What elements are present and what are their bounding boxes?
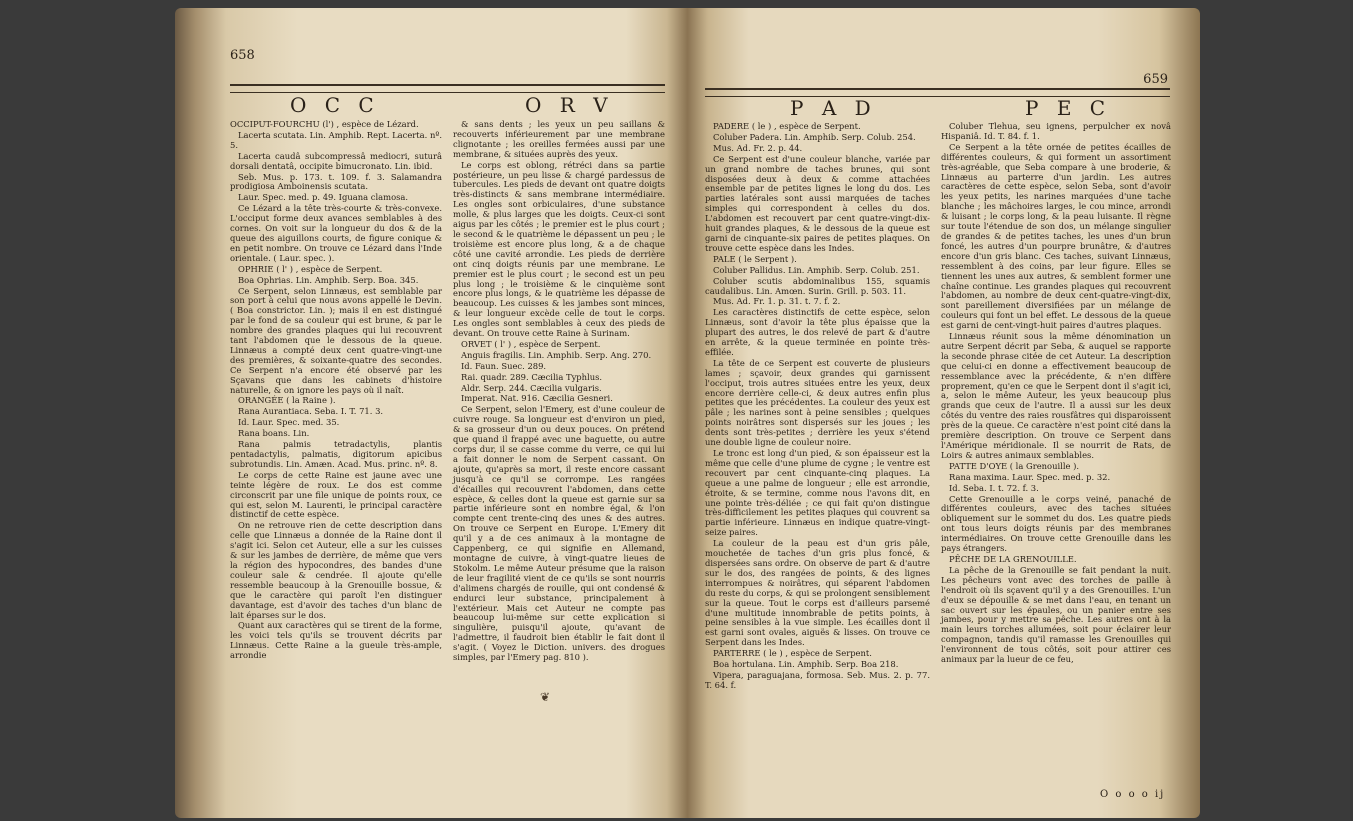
paragraph: La pêche de la Grenouille se fait pendant la nuit. Les pêcheurs vont avec des torches de paille à l'endroit où ils sçavent qu'il y a des Grenouilles. L'un d'eux se dépouille & se met dans l'eau, en tenant un sac ouvert sur les épaules, ou un panier entre ses jambes, pour y mettre sa pêche. Les autres ont à la main leurs torches allumées, soit pour éclairer leur compagnon, tandis qu'il ramasse les Grenouilles qui l'environnent de tous côtés, soit pour attirer ces animaux par la lueur de ce feu, xyxy=(941,564,1171,665)
paragraph: Lacerta caudâ subcompressâ mediocri, suturâ dorsali dentatâ, occipite bimucronato. Lin. ibid. xyxy=(230,150,442,171)
paragraph: Coluber scutis abdominalibus 155, squamis caudalibus. Lin. Amœn. Surin. Grill. p. 503. 11. xyxy=(705,275,930,296)
left-header-2: O R V xyxy=(525,93,614,117)
paragraph: Id. Seba. I. t. 72. f. 3. xyxy=(949,482,1039,493)
paragraph: Le corps est oblong, rétréci dans sa partie postérieure, un peu lisse & chargé pardessus de tubercules. Les pieds de devant ont quatre doigts très-distincts & sans membrane intermédiaire. Les ongles sont orbiculaires, d'une substance molle, & plus larges que les doigts. Ceux-ci sont aigus par les côtés ; le premier est le plus court ; le second & le quatrième le dépassent un peu ; le troisième est encore plus long, & a de chaque côté une cavité arrondie. Les pieds de derrière ont cinq doigts réunis par une membrane. Le premier est le plus court ; le second est un peu plus long ; le troisième & le cinquième sont encore plus longs, & le quatrième les dépasse de beaucoup. Les cuisses & les jambes sont minces, & leur longueur excède celle de tout le corps. Les ongles sont semblables à ceux des pieds de devant. On trouve cette Raine à Surinam. xyxy=(453,159,665,339)
paragraph: Le corps de cette Raine est jaune avec une teinte légère de roux. Le dos est comme circonscrit par une file unique de points roux, ce qui est, selon M. Laurenti, le principal caractère distinctif de cette espèce. xyxy=(230,469,442,520)
paragraph: OCCIPUT-FOURCHU (l') , espèce de Lézard. xyxy=(230,119,419,129)
right-page-number: 659 xyxy=(1143,72,1168,87)
paragraph: Ce Serpent est d'une couleur blanche, variée par un grand nombre de taches brunes, qui sont disposées deux à deux & comme attachées ensemble par de petites lignes le long du dos. Les parties latérales sont aussi marquées de taches simples qui correspondent à celles du dos. L'abdomen est recouvert par cent quatre-vingt-dix-huit grandes plaques, & le dessous de la queue est garni de cinquante-six paires de petites plaques. On trouve cette espèce dans les Indes. xyxy=(705,153,930,253)
left-column-2 xyxy=(453,120,665,664)
paragraph: La tête de ce Serpent est couverte de plusieurs lames ; sçavoir, deux grandes qui garnissent l'occiput, trois autres situées entre les yeux, deux encore derrière celle-ci, & deux autres enfin plus petites que les précédentes. La couleur des yeux est pâle ; les narines sont à peine sensibles ; quelques points noirâtres sont dispersés sur les joues ; les dents sont très-petites ; derrière les yeux s'étend une double ligne de couleur noire. xyxy=(705,357,930,448)
right-header-2: P E C xyxy=(1025,96,1112,120)
paragraph: Boa hortulana. Lin. Amphib. Serp. Boa 218. xyxy=(713,659,899,670)
paragraph: PADERE ( le ) , espèce de Serpent. xyxy=(713,121,861,131)
paragraph: Seb. Mus. p. 173. t. 109. f. 3. Salamandra prodigiosa Amboinensis scutata. xyxy=(230,171,442,192)
paragraph: Ce Serpent, selon Linnæus, est semblable par son port à celui que nous avons appellé le Devin. ( Boa constrictor. Lin. ); mais il en est distingué par le fond de sa couleur qui est brune, & par le nombre des grandes plaques qui lui recouvrent tant l'abdomen que le dessous de la queue. Linnæus a compté deux cent quatre-vingt-une des premières, & soixante-quatre des secondes. Ce Serpent n'a encore été observé par les Sçavans que dans les cabinets d'histoire naturelle, & on ignore les pays où il naît. xyxy=(230,285,442,395)
paragraph: PATTE D'OYE ( la Grenouille ). xyxy=(949,460,1080,471)
paragraph: Rana boans. Lin. xyxy=(238,428,310,439)
paragraph: On ne retrouve rien de cette description dans celle que Linnæus a donnée de la Raine dont il s'agit ici. Selon cet Auteur, elle a sur les cuisses & sur les jambes de derrière, de même que vers la région des hypocondres, des bandes d'une couleur sale & cendrée. Il ajoute qu'elle ressemble beaucoup à la Grenouille bossue, & que le caractère qui paroît l'en distinguer davantage, est d'avoir des taches d'un blanc de lait éparses sur le dos. xyxy=(230,520,442,620)
paragraph: La couleur de la peau est d'un gris pâle, mouchetée de taches d'un gris plus foncé, & dispersées sans ordre. On observe de part & d'autre sur le dos, des rangées de points, & des lignes interrompues & noirâtres, qui séparent l'abdomen du reste du corps, & qui se prolongent sensiblement sur la queue. Tout le corps est d'ailleurs parsemé d'une multitude innombrable de petits points, à peine sensibles à la vue simple. Les écailles dont il est garni sont ovales, aiguës & lisses. On trouve ce Serpent dans les Indes. xyxy=(705,538,930,648)
paragraph: Quant aux caractères qui se tirent de la forme, les voici tels qu'ils se trouvent décrits par Linnæus. Cette Raine a la gueule très-ample, arrondie xyxy=(230,620,442,661)
left-column-1 xyxy=(230,120,442,662)
paragraph: Linnæus réunit sous la même dénomination un autre Serpent décrit par Seba, & auquel se rapporte la seconde phrase citée de cet Auteur. La description que celui-ci en donne a effectivement beaucoup de ressemblance avec la précédente, & n'en diffère proprement, qu'en ce que le Serpent dont il s'agit ici, a, selon le même Auteur, les yeux beaucoup plus grands que ceux de l'autre. Il a aussi sur les deux côtés du ventre des raies rousfâtres qui disparoissent près de la queue. Ce caractère n'est point cité dans la première description. On trouve ce Serpent dans l'Amérique méridionale. Il se nourrit de Rats, de Loirs & autres animaux semblables. xyxy=(941,331,1171,460)
paragraph: Anguis fragilis. Lin. Amphib. Serp. Ang. 270. xyxy=(461,349,652,360)
paragraph: PARTERRE ( le ) , espèce de Serpent. xyxy=(713,648,872,659)
paragraph: PÊCHE DE LA GRENOUILLE. xyxy=(949,553,1077,564)
paragraph: Cette Grenouille a le corps veiné, panaché de différentes couleurs, avec des taches situées obliquement sur le sommet du dos. Les quatre pieds ont tous leurs doigts réunis par des membranes intermédiaires. On trouve cette Grenouille dans les pays étrangers. xyxy=(941,493,1171,554)
signature-mark: O o o o ij xyxy=(1100,789,1166,800)
paragraph: Rai. quadr. 289. Cæcilia Typhlus. xyxy=(461,371,603,382)
paragraph: Lacerta scutata. Lin. Amphib. Rept. Lacerta. nº. 5. xyxy=(230,129,442,150)
paragraph: Ce Lézard a la tête très-courte & très-convexe. L'occiput forme deux avances semblables à des cornes. On voit sur la longueur du dos & de la queue des aiguillons courts, de figure conique & en petit nombre. On trouve ce Lézard dans l'Inde orientale. ( Laur. spec. ). xyxy=(230,203,442,263)
right-column-2 xyxy=(941,122,1171,666)
paragraph: Coluber Tlehua, seu ignens, perpulcher ex novâ Hispaniâ. Id. T. 84. f. 1. xyxy=(941,121,1171,141)
ornament-icon: ❦ xyxy=(540,690,551,704)
paragraph: Id. Faun. Suec. 289. xyxy=(461,360,547,371)
paragraph: Mus. Ad. Fr. 2. p. 44. xyxy=(713,142,803,153)
paragraph: PALE ( le Serpent ). xyxy=(713,253,797,264)
paragraph: Rana palmis tetradactylis, plantis pentadactylis, palmatis, digitorum apicibus subrotundis. Lin. Amæn. Acad. Mus. princ. nº. 8. xyxy=(230,439,442,469)
paragraph: Ce Serpent a la tête ornée de petites écailles de différentes couleurs, & qui forment un assortiment très-agréable, que Seba compare à une broderie, & Linnæus au parterre d'un jardin. Les autres caractères de cette espèce, selon Seba, sont d'avoir les yeux petits, les narines marquées d'une tache blanche ; les mâchoires larges, le cou mince, arrondi & luisant ; le corps long, & la peau luisante. Il règne sur toute l'étendue de son dos, un mélange singulier de grandes & de petites taches, les unes d'un brun foncé, les autres d'un pourpre brunâtre, & d'autres encore d'un gris blanc. Ces taches, suivant Linnæus, ressemblent à des coins, par leur figure. Elles se tiennent les unes aux autres, & semblent former une chaîne continue. Les grandes plaques qui recouvrent l'abdomen, au nombre de deux cent-quatre-vingt-dix, sont pareillement diversifiées par un mélange de couleurs qui font un bel effet. Le dessous de la queue est garni de cent-vingt-huit paires d'autres plaques. xyxy=(941,141,1171,331)
paragraph: Rana maxima. Laur. Spec. med. p. 32. xyxy=(949,471,1111,482)
paragraph: ORANGÉE ( la Raine ). xyxy=(238,395,336,406)
left-page-number: 658 xyxy=(230,48,255,63)
paragraph: Mus. Ad. Fr. 1. p. 31. t. 7. f. 2. xyxy=(713,296,841,307)
left-header-1: O C C xyxy=(290,93,380,117)
paragraph: Coluber Padera. Lin. Amphib. Serp. Colub. 254. xyxy=(713,131,916,142)
paragraph: Rana Aurantiaca. Seba. I. T. 71. 3. xyxy=(238,406,384,417)
paragraph: Vipera, paraguajana, formosa. Seb. Mus. 2. p. 77. T. 64. f. xyxy=(705,669,930,690)
left-header-rule xyxy=(230,84,665,93)
paragraph: Imperat. Nat. 916. Cæcilia Gesneri. xyxy=(461,393,613,404)
paragraph: Ce Serpent, selon l'Emery, est d'une couleur de cuivre rouge. Sa longueur est d'environ un pied, & sa grosseur d'un ou deux pouces. On prétend que quand il frappé avec une baguette, ou autre corps dur, il se casse comme du verre, ce qui lui a fait donner le nom de Serpent cassant. On ajoute, qu'après sa mort, il reste encore cassant jusqu'à ce qu'il se corrompe. Les rangées d'écailles qui recouvrent l'abdomen, dans cette espèce, & celles dont la queue est garnie sur sa partie inférieure sont en nombre égal, & l'on compte cent trente-cinq des unes & des autres. On trouve ce Serpent en Europe. L'Emery dit qu'il y a de ces animaux à la montagne de Cappenberg, ce qui signifie en Allemand, montagne de cuivre, à vingt-quatre lieues de Stokolm. Le même Auteur présume que la raison de leur fragilité vient de ce qu'ils se sont nourris d'alimens chargés de rouille, qui ont condensé & endurci leur substance, principalement à l'extérieur. Mais cet Auteur ne compte pas beaucoup lui-même sur cette explication si singulière, puisqu'il ajoute, qu'avant de l'admettre, il faudroit bien établir le fait dont il s'agit. ( Voyez le Diction. univers. des drogues simples, par l'Emery pag. 810 ). xyxy=(453,404,665,663)
right-page xyxy=(695,0,1180,810)
paragraph: Id. Laur. Spec. med. 35. xyxy=(238,417,340,428)
left-page xyxy=(195,0,680,810)
paragraph: Boa Ophrias. Lin. Amphib. Serp. Boa. 345. xyxy=(238,274,419,285)
paragraph: Aldr. Serp. 244. Cæcilia vulgaris. xyxy=(461,382,602,393)
paragraph: OPHRIE ( l' ) , espèce de Serpent. xyxy=(238,263,383,274)
paragraph: Le tronc est long d'un pied, & son épaisseur est la même que celle d'une plume de cygne ; le ventre est recouvert par cent cinquante-cinq plaques. La queue a une palme de longueur ; elle est arrondie, étroite, & se termine, comme nous l'avons dit, en une pointe très-déliée ; ce qui fait qu'on distingue très-difficilement les petites plaques qui couvrent sa partie inférieure. Linnæus en indique quatre-vingt-seize paires. xyxy=(705,448,930,538)
right-column-1 xyxy=(705,122,930,692)
paragraph: ORVET ( l' ) , espèce de Serpent. xyxy=(461,338,601,349)
paragraph: Les caractères distinctifs de cette espèce, selon Linnæus, sont d'avoir la tête plus épaisse que la plupart des autres, le dos relevé de part & d'autre en arrête, & la queue terminée en pointe très-effilée. xyxy=(705,307,930,357)
paragraph: & sans dents ; les yeux un peu saillans & recouverts inférieurement par une membrane clignotante ; les oreilles fermées aussi par une membrane, & situées auprès des yeux. xyxy=(453,119,665,159)
paragraph: Coluber Pallidus. Lin. Amphib. Serp. Colub. 251. xyxy=(713,264,920,275)
paragraph: Laur. Spec. med. p. 49. Iguana clamosa. xyxy=(238,192,409,203)
right-header-1: P A D xyxy=(790,96,877,120)
